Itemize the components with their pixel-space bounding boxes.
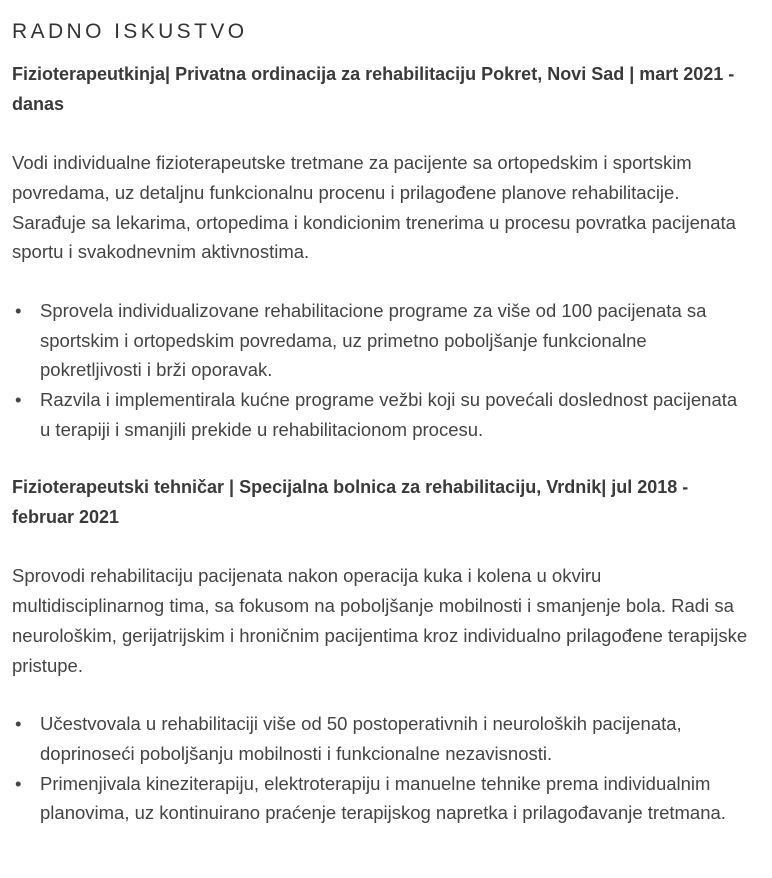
section-title: RADNO ISKUSTVO (12, 20, 248, 43)
job-heading: Fizioterapeutkinja| Privatna ordinacija za rehabilitaciju Pokret, Novi Sad | mart 2021 - danas (12, 64, 735, 114)
achievement-text: Sprovela individualizovane rehabilitacione programe za više od 100 pacijenata sa sportskim i ortopedskim povredama, uz primetno poboljšanje funkcionalne pokretljivosti i brži oporavak. (40, 300, 707, 381)
job-heading: Fizioterapeutski tehničar | Specijalna bolnica za rehabilitaciju, Vrdnik| jul 2018 - februar 2021 (12, 477, 689, 527)
job-description: Sprovodi rehabilitaciju pacijenata nakon operacija kuka i kolena u okviru multidisciplinarnog tima, sa fokusom na poboljšanje mobilnosti i smanjenje bola. Radi sa neurološkim, gerijatrijskim i hroničnim pacijentima kroz individualno prilagođene terapijske pristupe. (12, 565, 748, 676)
bullet-icon: • (15, 388, 22, 410)
bullet-icon: • (15, 713, 22, 735)
achievement-text: Učestvovala u rehabilitaciji više od 50 postoperativnih i neuroloških pacijenata, doprinoseći poboljšanju mobilnosti i funkcionalne nezavisnosti. (40, 713, 682, 764)
bullet-icon: • (15, 300, 22, 322)
achievement-item (12, 385, 752, 444)
achievement-list (12, 296, 752, 444)
job-entry-1 (12, 60, 752, 444)
achievement-item (12, 709, 752, 768)
job-description: Vodi individualne fizioterapeutske tretmane za pacijente sa ortopedskim i sportskim povredama, uz detaljnu funkcionalnu procenu i prilagođene planove rehabilitacije. Sarađuje sa lekarima, ortopedima i kondicionim trenerima u procesu povratka pacijenata sportu i svakodnevnim aktivnostima. (12, 152, 736, 263)
achievement-list (12, 709, 752, 827)
bullet-icon: • (15, 772, 22, 794)
achievement-item (12, 769, 752, 828)
achievement-item (12, 296, 752, 385)
achievement-text: Razvila i implementirala kućne programe vežbi koji su povećali doslednost pacijenata u terapiji i smanjili prekide u rehabilitacionom procesu. (40, 388, 738, 440)
achievement-text: Primenjivala kineziterapiju, elektroterapiju i manuelne tehnike prema individualnim planovima, uz kontinuirano praćenje terapijskog napretka i prilagođavanje tretmana. (40, 772, 726, 824)
job-entry-2 (12, 473, 752, 828)
